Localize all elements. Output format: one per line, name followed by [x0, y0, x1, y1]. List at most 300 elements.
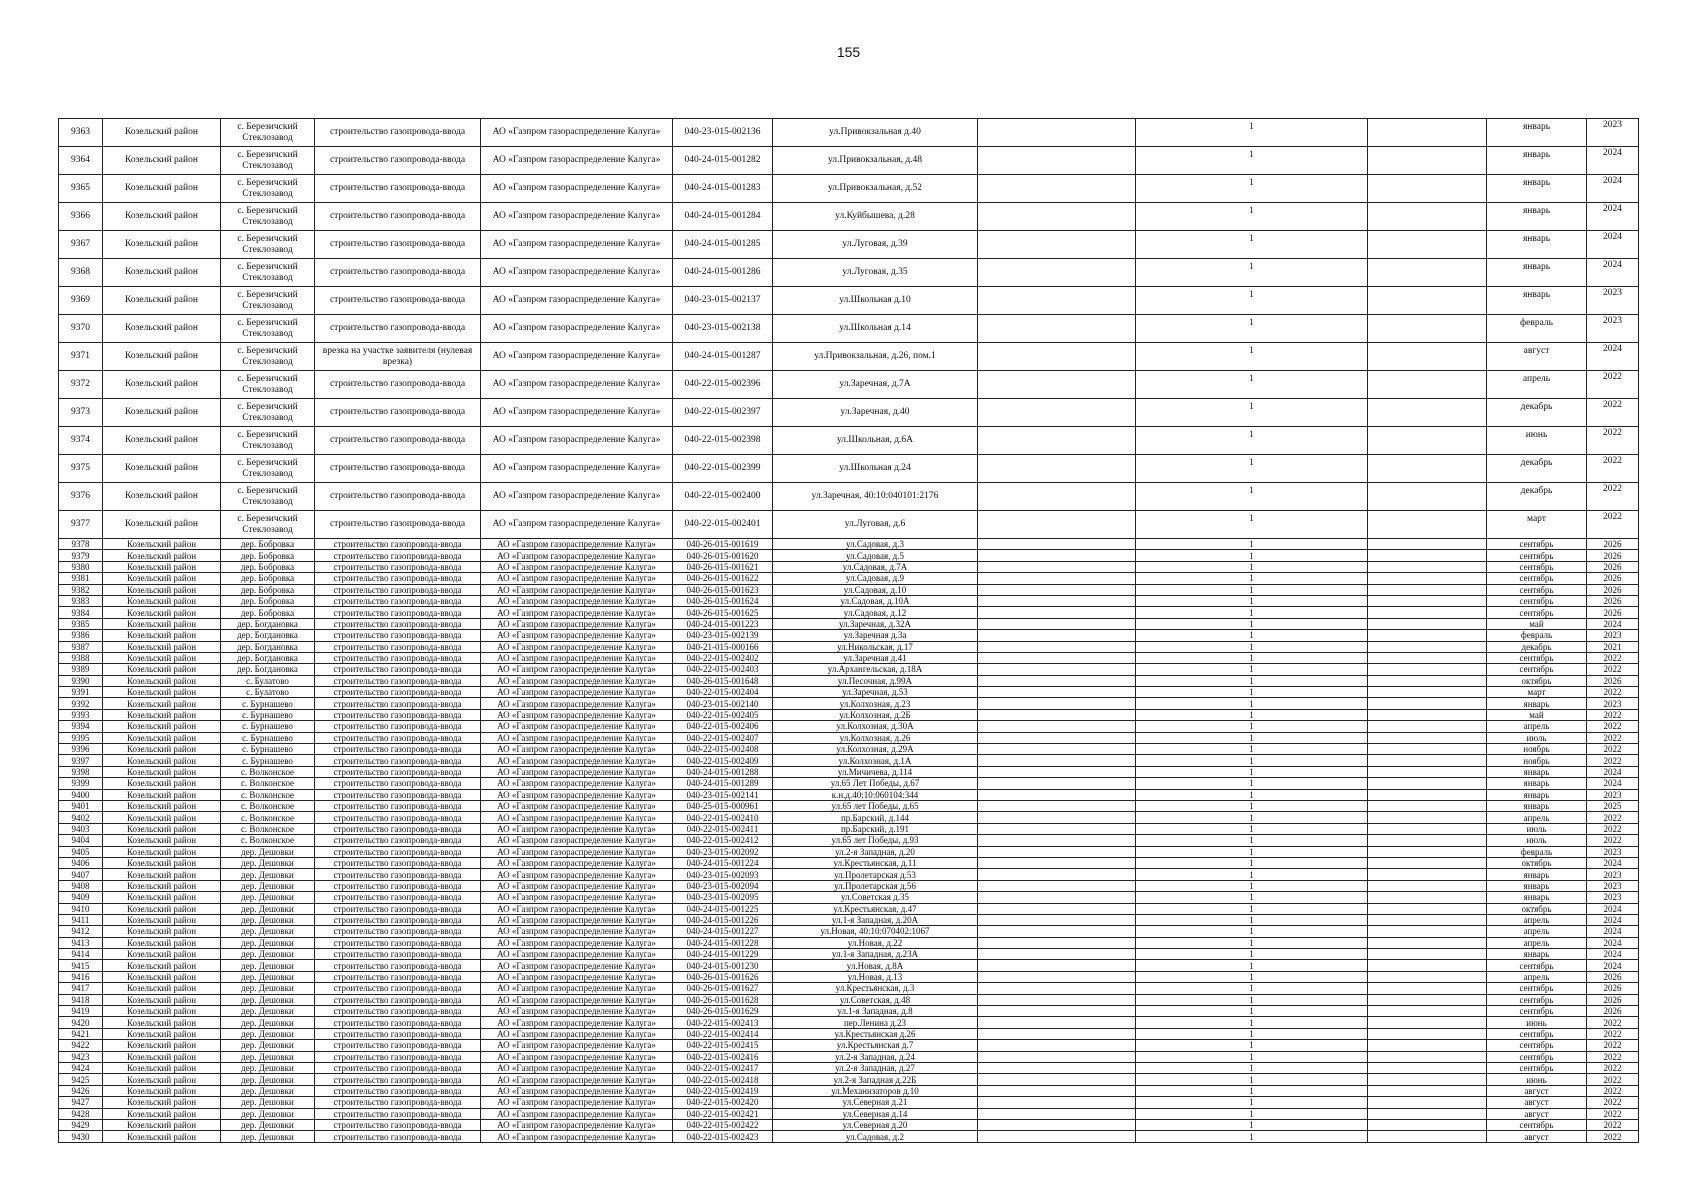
- year-cell: 2024: [1587, 778, 1639, 789]
- year-cell: 2023: [1587, 630, 1639, 641]
- address-cell: ул.2-я Западная, д.20: [773, 846, 978, 857]
- row-number: 9427: [59, 1097, 103, 1108]
- empty-cell: [978, 539, 1136, 550]
- empty-cell: [1368, 880, 1487, 891]
- month-cell: август: [1487, 1108, 1587, 1119]
- district-cell: Козельский район: [103, 1119, 221, 1130]
- organization-cell: АО «Газпром газораспределение Калуга»: [481, 994, 673, 1005]
- organization-cell: АО «Газпром газораспределение Калуга»: [481, 744, 673, 755]
- organization-cell: АО «Газпром газораспределение Калуга»: [481, 1040, 673, 1051]
- row-number: 9402: [59, 812, 103, 823]
- quantity-cell: 1: [1136, 483, 1368, 511]
- table-row: [59, 539, 1639, 550]
- district-cell: Козельский район: [103, 1131, 221, 1142]
- row-number: 9398: [59, 766, 103, 777]
- empty-cell: [1368, 926, 1487, 937]
- work-type-cell: строительство газопровода-ввода: [315, 618, 481, 629]
- settlement-cell: с. Бурнашево: [221, 755, 315, 766]
- empty-cell: [1368, 755, 1487, 766]
- work-type-cell: строительство газопровода-ввода: [315, 630, 481, 641]
- year-cell: 2022: [1587, 1097, 1639, 1108]
- work-type-cell: строительство газопровода-ввода: [315, 652, 481, 663]
- object-code-cell: 040-22-015-002401: [673, 511, 773, 539]
- quantity-cell: 1: [1136, 687, 1368, 698]
- address-cell: ул.Крестьянская д.26: [773, 1028, 978, 1039]
- address-cell: ул.Никольская, д.17: [773, 641, 978, 652]
- district-cell: Козельский район: [103, 994, 221, 1005]
- quantity-cell: 1: [1136, 561, 1368, 572]
- district-cell: Козельский район: [103, 1028, 221, 1039]
- month-cell: сентябрь: [1487, 573, 1587, 584]
- month-cell: сентябрь: [1487, 983, 1587, 994]
- settlement-cell: с. Березичский Стеклозавод: [221, 371, 315, 399]
- table-row: [59, 812, 1639, 823]
- table-row: [59, 1119, 1639, 1130]
- row-number: 9405: [59, 846, 103, 857]
- district-cell: Козельский район: [103, 903, 221, 914]
- district-cell: Козельский район: [103, 869, 221, 880]
- empty-cell: [1368, 994, 1487, 1005]
- empty-cell: [978, 823, 1136, 834]
- object-code-cell: 040-22-015-002398: [673, 427, 773, 455]
- address-cell: ул.Колхозная, д.1А: [773, 755, 978, 766]
- settlement-cell: с. Березичский Стеклозавод: [221, 399, 315, 427]
- month-cell: апрель: [1487, 371, 1587, 399]
- row-number: 9410: [59, 903, 103, 914]
- object-code-cell: 040-21-015-000166: [673, 641, 773, 652]
- address-cell: пр.Барский, д.191: [773, 823, 978, 834]
- row-number: 9391: [59, 687, 103, 698]
- organization-cell: АО «Газпром газораспределение Калуга»: [481, 698, 673, 709]
- month-cell: сентябрь: [1487, 584, 1587, 595]
- empty-cell: [1368, 1119, 1487, 1130]
- empty-cell: [1368, 675, 1487, 686]
- row-number: 9399: [59, 778, 103, 789]
- empty-cell: [978, 371, 1136, 399]
- address-cell: ул.Колхозная, д.26: [773, 732, 978, 743]
- district-cell: Козельский район: [103, 584, 221, 595]
- object-code-cell: 040-24-015-001226: [673, 914, 773, 925]
- work-type-cell: строительство газопровода-ввода: [315, 607, 481, 618]
- month-cell: февраль: [1487, 315, 1587, 343]
- year-cell: 2024: [1587, 175, 1639, 203]
- empty-cell: [1368, 1131, 1487, 1142]
- empty-cell: [1368, 641, 1487, 652]
- quantity-cell: 1: [1136, 709, 1368, 720]
- object-code-cell: 040-26-015-001626: [673, 971, 773, 982]
- object-code-cell: 040-22-015-002417: [673, 1062, 773, 1073]
- month-cell: январь: [1487, 766, 1587, 777]
- empty-cell: [978, 147, 1136, 175]
- object-code-cell: 040-26-015-001621: [673, 561, 773, 572]
- table-row: [59, 315, 1639, 343]
- address-cell: ул.Колхозная, д.30А: [773, 721, 978, 732]
- work-type-cell: строительство газопровода-ввода: [315, 812, 481, 823]
- year-cell: 2022: [1587, 371, 1639, 399]
- row-number: 9428: [59, 1108, 103, 1119]
- year-cell: 2026: [1587, 561, 1639, 572]
- object-code-cell: 040-23-015-002136: [673, 119, 773, 147]
- empty-cell: [1368, 147, 1487, 175]
- organization-cell: АО «Газпром газораспределение Калуга»: [481, 427, 673, 455]
- object-code-cell: 040-23-015-002093: [673, 869, 773, 880]
- table-row: [59, 652, 1639, 663]
- year-cell: 2022: [1587, 483, 1639, 511]
- object-code-cell: 040-24-015-001284: [673, 203, 773, 231]
- year-cell: 2024: [1587, 857, 1639, 868]
- quantity-cell: 1: [1136, 595, 1368, 606]
- month-cell: июль: [1487, 732, 1587, 743]
- empty-cell: [1368, 175, 1487, 203]
- empty-cell: [1368, 914, 1487, 925]
- work-type-cell: строительство газопровода-ввода: [315, 766, 481, 777]
- table-row: [59, 287, 1639, 315]
- year-cell: 2024: [1587, 343, 1639, 371]
- settlement-cell: дер. Дешовки: [221, 1006, 315, 1017]
- empty-cell: [1368, 857, 1487, 868]
- district-cell: Козельский район: [103, 914, 221, 925]
- object-code-cell: 040-22-015-002403: [673, 664, 773, 675]
- district-cell: Козельский район: [103, 1074, 221, 1085]
- month-cell: февраль: [1487, 630, 1587, 641]
- year-cell: 2022: [1587, 812, 1639, 823]
- empty-cell: [978, 1108, 1136, 1119]
- month-cell: сентябрь: [1487, 1040, 1587, 1051]
- settlement-cell: дер. Дешовки: [221, 1108, 315, 1119]
- table-row: [59, 664, 1639, 675]
- table-row: [59, 607, 1639, 618]
- month-cell: ноябрь: [1487, 744, 1587, 755]
- row-number: 9415: [59, 960, 103, 971]
- empty-cell: [1368, 903, 1487, 914]
- row-number: 9419: [59, 1006, 103, 1017]
- work-type-cell: строительство газопровода-ввода: [315, 147, 481, 175]
- row-number: 9381: [59, 573, 103, 584]
- row-number: 9377: [59, 511, 103, 539]
- district-cell: Козельский район: [103, 427, 221, 455]
- organization-cell: АО «Газпром газораспределение Калуга»: [481, 652, 673, 663]
- table-row: [59, 687, 1639, 698]
- address-cell: к.н.д.40:10:060104:344: [773, 789, 978, 800]
- year-cell: 2026: [1587, 539, 1639, 550]
- empty-cell: [978, 983, 1136, 994]
- quantity-cell: 1: [1136, 778, 1368, 789]
- table-row: [59, 1085, 1639, 1096]
- row-number: 9380: [59, 561, 103, 572]
- month-cell: сентябрь: [1487, 664, 1587, 675]
- address-cell: ул.Школьная д.10: [773, 287, 978, 315]
- month-cell: декабрь: [1487, 399, 1587, 427]
- work-type-cell: строительство газопровода-ввода: [315, 744, 481, 755]
- empty-cell: [978, 960, 1136, 971]
- district-cell: Козельский район: [103, 652, 221, 663]
- object-code-cell: 040-26-015-001628: [673, 994, 773, 1005]
- settlement-cell: дер. Дешовки: [221, 914, 315, 925]
- object-code-cell: 040-22-015-002399: [673, 455, 773, 483]
- object-code-cell: 040-26-015-001623: [673, 584, 773, 595]
- empty-cell: [1368, 119, 1487, 147]
- address-cell: ул.Луговая, д.35: [773, 259, 978, 287]
- work-type-cell: строительство газопровода-ввода: [315, 595, 481, 606]
- work-type-cell: строительство газопровода-ввода: [315, 1006, 481, 1017]
- row-number: 9376: [59, 483, 103, 511]
- settlement-cell: с. Волконское: [221, 812, 315, 823]
- district-cell: Козельский район: [103, 231, 221, 259]
- empty-cell: [1368, 231, 1487, 259]
- month-cell: сентябрь: [1487, 595, 1587, 606]
- quantity-cell: 1: [1136, 119, 1368, 147]
- settlement-cell: с. Булатово: [221, 687, 315, 698]
- empty-cell: [978, 755, 1136, 766]
- month-cell: сентябрь: [1487, 607, 1587, 618]
- empty-cell: [978, 1131, 1136, 1142]
- empty-cell: [1368, 550, 1487, 561]
- work-type-cell: строительство газопровода-ввода: [315, 903, 481, 914]
- object-code-cell: 040-24-015-001285: [673, 231, 773, 259]
- month-cell: июнь: [1487, 1074, 1587, 1085]
- year-cell: 2022: [1587, 732, 1639, 743]
- year-cell: 2022: [1587, 399, 1639, 427]
- organization-cell: АО «Газпром газораспределение Калуга»: [481, 1006, 673, 1017]
- settlement-cell: дер. Дешовки: [221, 1131, 315, 1142]
- quantity-cell: 1: [1136, 903, 1368, 914]
- organization-cell: АО «Газпром газораспределение Калуга»: [481, 259, 673, 287]
- organization-cell: АО «Газпром газораспределение Калуга»: [481, 483, 673, 511]
- year-cell: 2022: [1587, 1040, 1639, 1051]
- year-cell: 2026: [1587, 675, 1639, 686]
- year-cell: 2023: [1587, 880, 1639, 891]
- work-type-cell: строительство газопровода-ввода: [315, 231, 481, 259]
- address-cell: ул.Садовая, д.10А: [773, 595, 978, 606]
- row-number: 9418: [59, 994, 103, 1005]
- object-code-cell: 040-22-015-002420: [673, 1097, 773, 1108]
- object-code-cell: 040-22-015-002411: [673, 823, 773, 834]
- year-cell: 2026: [1587, 584, 1639, 595]
- address-cell: ул.65 лет Победы, д.65: [773, 800, 978, 811]
- empty-cell: [1368, 511, 1487, 539]
- organization-cell: АО «Газпром газораспределение Калуга»: [481, 595, 673, 606]
- table-row: [59, 698, 1639, 709]
- object-code-cell: 040-22-015-002419: [673, 1085, 773, 1096]
- empty-cell: [978, 1006, 1136, 1017]
- work-type-cell: строительство газопровода-ввода: [315, 584, 481, 595]
- empty-cell: [978, 652, 1136, 663]
- month-cell: апрель: [1487, 926, 1587, 937]
- work-type-cell: строительство газопровода-ввода: [315, 1017, 481, 1028]
- month-cell: январь: [1487, 880, 1587, 891]
- settlement-cell: с. Волконское: [221, 789, 315, 800]
- settlement-cell: с. Березичский Стеклозавод: [221, 147, 315, 175]
- empty-cell: [1368, 427, 1487, 455]
- table-row: [59, 259, 1639, 287]
- empty-cell: [1368, 664, 1487, 675]
- year-cell: 2024: [1587, 903, 1639, 914]
- district-cell: Козельский район: [103, 550, 221, 561]
- settlement-cell: дер. Богдановка: [221, 641, 315, 652]
- empty-cell: [1368, 983, 1487, 994]
- empty-cell: [1368, 573, 1487, 584]
- table-row: [59, 1074, 1639, 1085]
- settlement-cell: с. Березичский Стеклозавод: [221, 343, 315, 371]
- address-cell: ул.Пролетарская д.56: [773, 880, 978, 891]
- month-cell: январь: [1487, 800, 1587, 811]
- quantity-cell: 1: [1136, 1062, 1368, 1073]
- quantity-cell: 1: [1136, 914, 1368, 925]
- table-row: [59, 778, 1639, 789]
- organization-cell: АО «Газпром газораспределение Калуга»: [481, 399, 673, 427]
- district-cell: Козельский район: [103, 823, 221, 834]
- object-code-cell: 040-22-015-002421: [673, 1108, 773, 1119]
- table-row: [59, 880, 1639, 891]
- year-cell: 2022: [1587, 721, 1639, 732]
- quantity-cell: 1: [1136, 1085, 1368, 1096]
- empty-cell: [1368, 960, 1487, 971]
- district-cell: Козельский район: [103, 630, 221, 641]
- year-cell: 2023: [1587, 789, 1639, 800]
- organization-cell: АО «Газпром газораспределение Калуга»: [481, 823, 673, 834]
- work-type-cell: строительство газопровода-ввода: [315, 1131, 481, 1142]
- settlement-cell: с. Волконское: [221, 766, 315, 777]
- object-code-cell: 040-22-015-002396: [673, 371, 773, 399]
- month-cell: январь: [1487, 231, 1587, 259]
- quantity-cell: 1: [1136, 949, 1368, 960]
- empty-cell: [978, 1119, 1136, 1130]
- organization-cell: АО «Газпром газораспределение Калуга»: [481, 550, 673, 561]
- empty-cell: [1368, 595, 1487, 606]
- empty-cell: [1368, 561, 1487, 572]
- organization-cell: АО «Газпром газораспределение Калуга»: [481, 789, 673, 800]
- work-type-cell: строительство газопровода-ввода: [315, 1062, 481, 1073]
- address-cell: ул.Колхозная, д.23: [773, 698, 978, 709]
- district-cell: Козельский район: [103, 573, 221, 584]
- object-code-cell: 040-22-015-002404: [673, 687, 773, 698]
- row-number: 9393: [59, 709, 103, 720]
- empty-cell: [978, 550, 1136, 561]
- table-row: [59, 618, 1639, 629]
- empty-cell: [1368, 869, 1487, 880]
- month-cell: январь: [1487, 892, 1587, 903]
- organization-cell: АО «Газпром газораспределение Калуга»: [481, 937, 673, 948]
- year-cell: 2024: [1587, 766, 1639, 777]
- table-row: [59, 561, 1639, 572]
- settlement-cell: дер. Бобровка: [221, 573, 315, 584]
- year-cell: 2025: [1587, 800, 1639, 811]
- page-number: 155: [836, 44, 861, 60]
- address-cell: ул.Луговая, д.6: [773, 511, 978, 539]
- work-type-cell: строительство газопровода-ввода: [315, 709, 481, 720]
- district-cell: Козельский район: [103, 971, 221, 982]
- organization-cell: АО «Газпром газораспределение Калуга»: [481, 231, 673, 259]
- work-type-cell: строительство газопровода-ввода: [315, 427, 481, 455]
- row-number: 9369: [59, 287, 103, 315]
- table-row: [59, 846, 1639, 857]
- empty-cell: [978, 664, 1136, 675]
- district-cell: Козельский район: [103, 778, 221, 789]
- work-type-cell: строительство газопровода-ввода: [315, 937, 481, 948]
- district-cell: Козельский район: [103, 561, 221, 572]
- empty-cell: [1368, 1017, 1487, 1028]
- quantity-cell: 1: [1136, 1051, 1368, 1062]
- district-cell: Козельский район: [103, 371, 221, 399]
- empty-cell: [1368, 835, 1487, 846]
- object-code-cell: 040-26-015-001619: [673, 539, 773, 550]
- quantity-cell: 1: [1136, 926, 1368, 937]
- work-type-cell: строительство газопровода-ввода: [315, 483, 481, 511]
- settlement-cell: с. Березичский Стеклозавод: [221, 119, 315, 147]
- month-cell: январь: [1487, 175, 1587, 203]
- year-cell: 2026: [1587, 971, 1639, 982]
- object-code-cell: 040-24-015-001289: [673, 778, 773, 789]
- table-row: [59, 857, 1639, 868]
- district-cell: Козельский район: [103, 960, 221, 971]
- organization-cell: АО «Газпром газораспределение Калуга»: [481, 630, 673, 641]
- empty-cell: [1368, 1062, 1487, 1073]
- year-cell: 2026: [1587, 550, 1639, 561]
- address-cell: ул.Школьная, д.6А: [773, 427, 978, 455]
- district-cell: Козельский район: [103, 800, 221, 811]
- quantity-cell: 1: [1136, 1006, 1368, 1017]
- district-cell: Козельский район: [103, 259, 221, 287]
- organization-cell: АО «Газпром газораспределение Калуга»: [481, 732, 673, 743]
- month-cell: октябрь: [1487, 857, 1587, 868]
- month-cell: январь: [1487, 119, 1587, 147]
- quantity-cell: 1: [1136, 1017, 1368, 1028]
- year-cell: 2022: [1587, 664, 1639, 675]
- settlement-cell: с. Бурнашево: [221, 732, 315, 743]
- settlement-cell: с. Волконское: [221, 778, 315, 789]
- district-cell: Козельский район: [103, 483, 221, 511]
- district-cell: Козельский район: [103, 1040, 221, 1051]
- year-cell: 2026: [1587, 595, 1639, 606]
- object-code-cell: 040-22-015-002414: [673, 1028, 773, 1039]
- work-type-cell: строительство газопровода-ввода: [315, 399, 481, 427]
- work-type-cell: строительство газопровода-ввода: [315, 550, 481, 561]
- table-row: [59, 732, 1639, 743]
- empty-cell: [1368, 618, 1487, 629]
- organization-cell: АО «Газпром газораспределение Калуга»: [481, 687, 673, 698]
- empty-cell: [978, 926, 1136, 937]
- month-cell: декабрь: [1487, 483, 1587, 511]
- empty-cell: [1368, 630, 1487, 641]
- district-cell: Козельский район: [103, 755, 221, 766]
- work-type-cell: строительство газопровода-ввода: [315, 1028, 481, 1039]
- quantity-cell: 1: [1136, 584, 1368, 595]
- work-type-cell: строительство газопровода-ввода: [315, 1085, 481, 1096]
- district-cell: Козельский район: [103, 1097, 221, 1108]
- district-cell: Козельский район: [103, 119, 221, 147]
- address-cell: ул.Мичичева, д.114: [773, 766, 978, 777]
- settlement-cell: с. Березичский Стеклозавод: [221, 203, 315, 231]
- organization-cell: АО «Газпром газораспределение Калуга»: [481, 812, 673, 823]
- quantity-cell: 1: [1136, 835, 1368, 846]
- address-cell: ул.Колхозная, д.29А: [773, 744, 978, 755]
- work-type-cell: строительство газопровода-ввода: [315, 561, 481, 572]
- address-cell: ул.65 Лет Победы, д.67: [773, 778, 978, 789]
- object-code-cell: 040-23-015-002137: [673, 287, 773, 315]
- work-type-cell: строительство газопровода-ввода: [315, 641, 481, 652]
- object-code-cell: 040-26-015-001625: [673, 607, 773, 618]
- empty-cell: [978, 1017, 1136, 1028]
- empty-cell: [978, 687, 1136, 698]
- table-row: [59, 641, 1639, 652]
- table-row: [59, 573, 1639, 584]
- month-cell: октябрь: [1487, 903, 1587, 914]
- empty-cell: [978, 483, 1136, 511]
- table-row: [59, 789, 1639, 800]
- work-type-cell: строительство газопровода-ввода: [315, 949, 481, 960]
- row-number: 9367: [59, 231, 103, 259]
- quantity-cell: 1: [1136, 1097, 1368, 1108]
